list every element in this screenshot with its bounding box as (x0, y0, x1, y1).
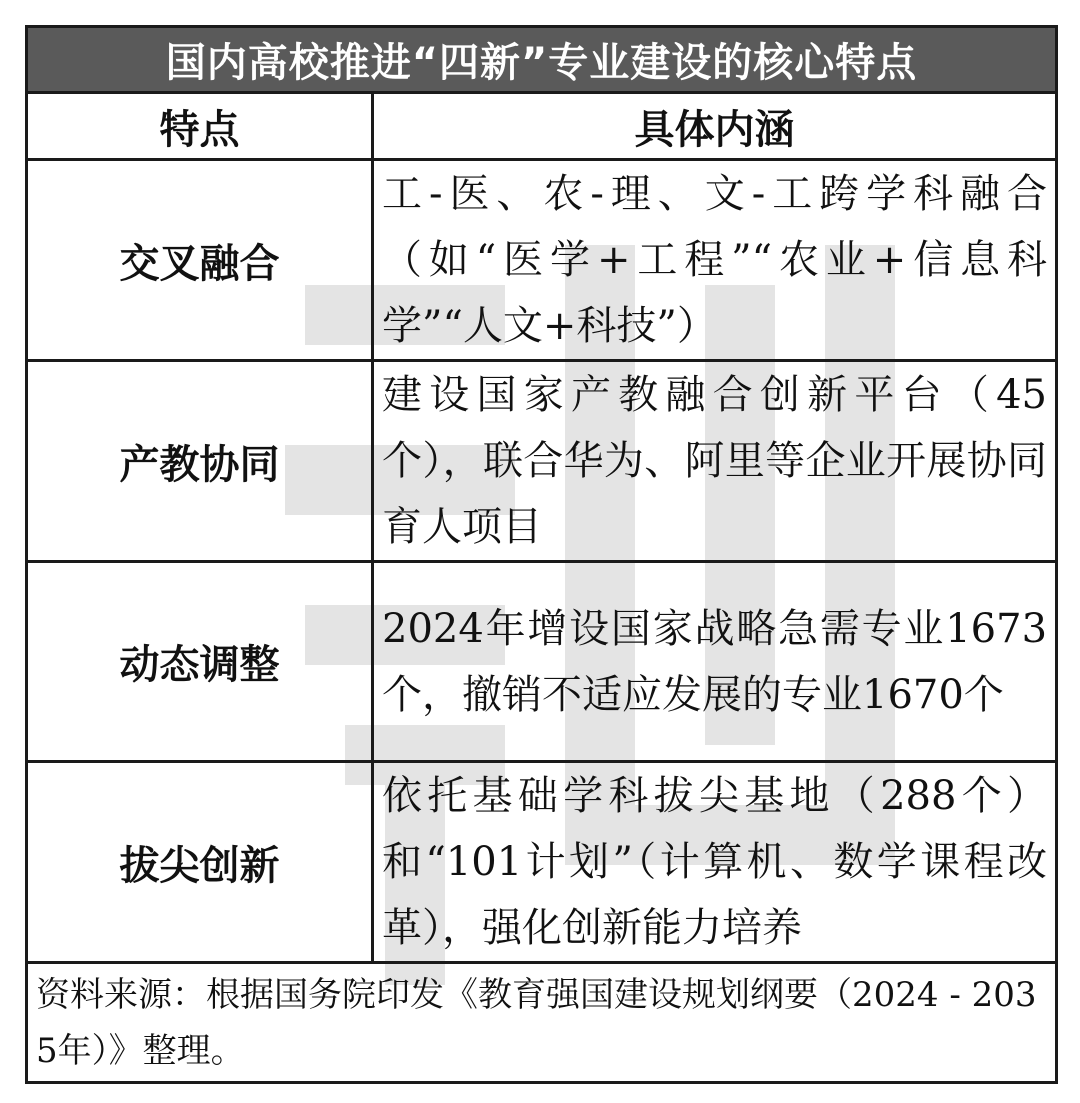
header-feature: 特点 (27, 93, 373, 160)
header-detail: 具体内涵 (373, 93, 1057, 160)
feature-cell: 产教协同 (27, 361, 373, 562)
detail-cell: 工-医、农-理、文-工跨学科融合（如“医学+工程”“农业+信息科学”“人文+科技”） (373, 160, 1057, 361)
table-container (25, 25, 1055, 1078)
table-title: 国内高校推进“四新”专业建设的核心特点 (27, 27, 1057, 93)
table-row (27, 160, 1057, 361)
feature-cell: 动态调整 (27, 562, 373, 762)
detail-cell: 依托基础学科拔尖基地（288个）和“101计划”（计算机、数学课程改革），强化创新能力培养 (373, 762, 1057, 963)
feature-cell: 拔尖创新 (27, 762, 373, 963)
header-row (27, 93, 1057, 160)
title-row (27, 27, 1057, 93)
table-row (27, 361, 1057, 562)
source-note: 资料来源：根据国务院印发《教育强国建设规划纲要（2024 - 2035年）》整理。 (27, 963, 1057, 1083)
feature-cell: 交叉融合 (27, 160, 373, 361)
data-table (25, 25, 1058, 1084)
table-row (27, 762, 1057, 963)
detail-cell: 建设国家产教融合创新平台（45个），联合华为、阿里等企业开展协同育人项目 (373, 361, 1057, 562)
detail-cell: 2024年增设国家战略急需专业1673个，撤销不适应发展的专业1670个 (373, 562, 1057, 762)
table-row (27, 562, 1057, 762)
source-row (27, 963, 1057, 1083)
